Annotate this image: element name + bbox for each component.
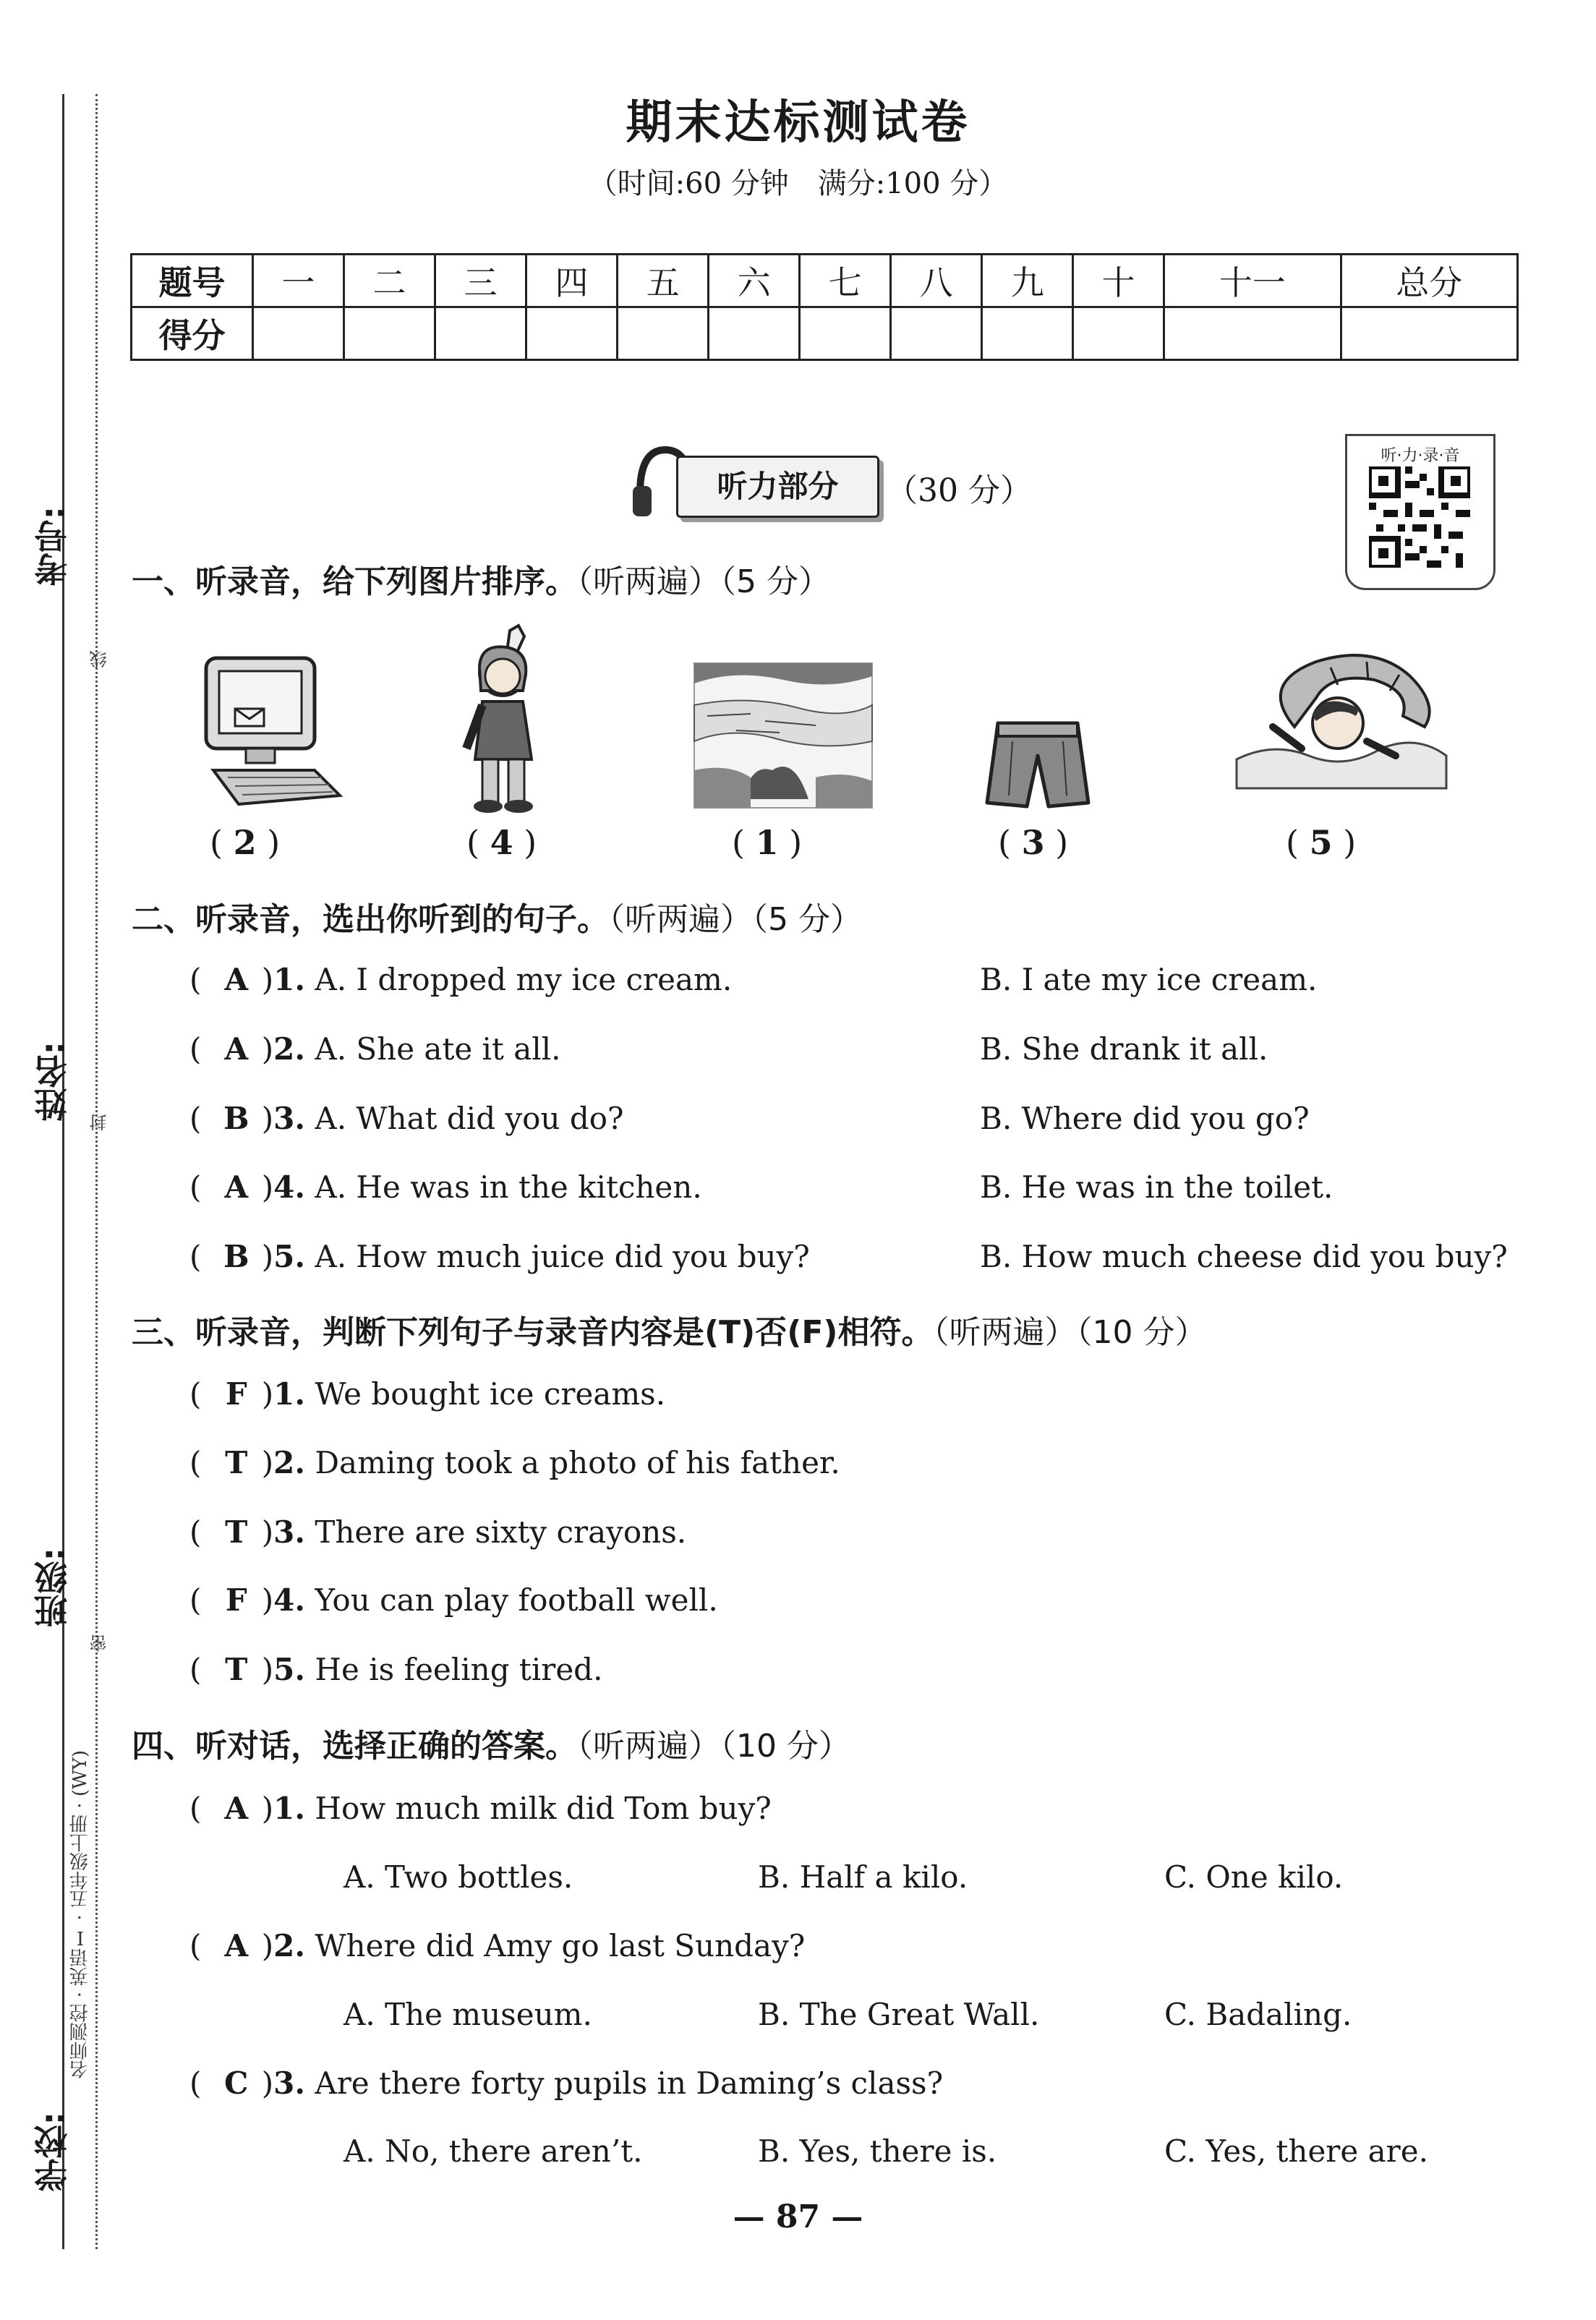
option-c: C. One kilo. <box>1164 1859 1344 1895</box>
score-table-score-label: 得分 <box>132 307 253 360</box>
score-cell[interactable] <box>435 307 526 360</box>
book-series-label: 名师测控 · 英语Ⅰ · 五年级上册 · (WY) <box>69 1750 91 2079</box>
option-c: C. Badaling. <box>1164 1997 1352 2032</box>
listening-part-score: （30 分） <box>886 472 1032 509</box>
seal-text-seal: 封 <box>90 1114 110 1131</box>
score-col: 一 <box>253 255 344 307</box>
option-c: C. Yes, there are. <box>1164 2133 1428 2169</box>
score-cell[interactable] <box>526 307 618 360</box>
section3-item: ( F )1. We bought ice creams. <box>189 1376 666 1412</box>
exam-number-label: 考号: <box>33 506 72 587</box>
score-col: 六 <box>709 255 800 307</box>
shorts-icon <box>983 716 1092 814</box>
score-cell[interactable] <box>344 307 435 360</box>
section2-item: ( B )3. A. What did you do? <box>189 1101 624 1136</box>
section4-question: ( A )1. How much milk did Tom buy? <box>189 1791 772 1826</box>
time-and-score: （时间:60 分钟 满分:100 分） <box>588 167 1008 200</box>
listening-part-label: 听力部分 <box>676 456 879 518</box>
section3-item: ( T )5. He is feeling tired. <box>189 1652 603 1687</box>
picture-answer: ( 1 ) <box>732 823 803 862</box>
section2-heading: 二、听录音，选出你听到的句子。（听两遍）（5 分） <box>132 901 862 938</box>
option-b: B. Where did you go? <box>980 1101 1310 1136</box>
option-a: A. Two bottles. <box>343 1859 573 1895</box>
score-cell[interactable] <box>982 307 1073 360</box>
score-table-score-row <box>132 307 1518 360</box>
picture-answer: ( 3 ) <box>998 823 1069 862</box>
score-table-header-label: 题号 <box>132 255 253 307</box>
section3-item: ( T )2. Daming took a photo of his father. <box>189 1445 840 1480</box>
option-b: B. I ate my ice cream. <box>980 962 1318 997</box>
section2-item: ( B )5. A. How much juice did you buy? <box>189 1239 810 1274</box>
binding-line <box>62 94 64 2249</box>
score-col: 八 <box>891 255 982 307</box>
section2-item: ( A )4. A. He was in the kitchen. <box>189 1169 702 1205</box>
picture-answer: ( 4 ) <box>466 823 537 862</box>
seal-text-close: 密 <box>90 1634 110 1652</box>
score-cell[interactable] <box>709 307 800 360</box>
score-cell[interactable] <box>1164 307 1341 360</box>
qr-code-card[interactable] <box>1345 434 1495 590</box>
score-cell[interactable] <box>618 307 709 360</box>
option-b: B. The Great Wall. <box>758 1997 1040 2032</box>
option-b: B. He was in the toilet. <box>980 1169 1333 1205</box>
section4-heading: 四、听对话，选择正确的答案。（听两遍）（10 分） <box>132 1728 850 1765</box>
score-cell[interactable] <box>891 307 982 360</box>
picture-answer: ( 5 ) <box>1286 823 1357 862</box>
option-b: B. She drank it all. <box>980 1031 1268 1067</box>
class-label: 班级: <box>33 1548 72 1628</box>
score-col: 四 <box>526 255 618 307</box>
score-cell[interactable] <box>1341 307 1518 360</box>
option-b: B. Yes, there is. <box>758 2133 997 2169</box>
river-icon <box>693 662 874 810</box>
section1-heading: 一、听录音，给下列图片排序。（听两遍）（5 分） <box>132 563 830 600</box>
qr-code-icon <box>1369 466 1470 568</box>
score-col: 九 <box>982 255 1073 307</box>
section2-item: ( A )2. A. She ate it all. <box>189 1031 561 1067</box>
option-b: B. How much cheese did you buy? <box>980 1239 1508 1274</box>
seal-dotted-line <box>95 94 98 2249</box>
option-b: B. Half a kilo. <box>758 1859 968 1895</box>
score-table <box>130 253 1519 361</box>
score-cell[interactable] <box>1073 307 1164 360</box>
score-col: 三 <box>435 255 526 307</box>
option-a: A. No, there aren’t. <box>343 2133 643 2169</box>
score-col: 五 <box>618 255 709 307</box>
score-col: 七 <box>800 255 891 307</box>
section3-heading: 三、听录音，判断下列句子与录音内容是(T)否(F)相符。（听两遍）（10 分） <box>132 1314 1207 1351</box>
score-col: 十 <box>1073 255 1164 307</box>
page-number: — 87 — <box>733 2199 863 2235</box>
section3-item: ( T )3. There are sixty crayons. <box>189 1514 687 1550</box>
seal-text-line: 线 <box>90 651 110 668</box>
score-table-header-row <box>132 255 1518 307</box>
option-a: A. The museum. <box>343 1997 592 2032</box>
section4-question: ( A )2. Where did Amy go last Sunday? <box>189 1928 806 1963</box>
name-label: 姓名: <box>33 1041 72 1122</box>
score-col: 二 <box>344 255 435 307</box>
girl-stretching-icon <box>438 622 575 817</box>
section3-item: ( F )4. You can play football well. <box>189 1582 718 1618</box>
boy-swimming-icon <box>1229 640 1454 792</box>
score-col: 总分 <box>1341 255 1518 307</box>
computer-icon <box>184 644 351 810</box>
qr-caption: 听·力·录·音 <box>1381 447 1460 465</box>
picture-answer: ( 2 ) <box>210 823 281 862</box>
score-col: 十一 <box>1164 255 1341 307</box>
section2-item: ( A )1. A. I dropped my ice cream. <box>189 962 733 997</box>
school-label: 学校: <box>33 2112 72 2192</box>
score-cell[interactable] <box>253 307 344 360</box>
section4-question: ( C )3. Are there forty pupils in Daming’s class? <box>189 2065 944 2101</box>
score-cell[interactable] <box>800 307 891 360</box>
page-title: 期末达标测试卷 <box>626 96 970 150</box>
